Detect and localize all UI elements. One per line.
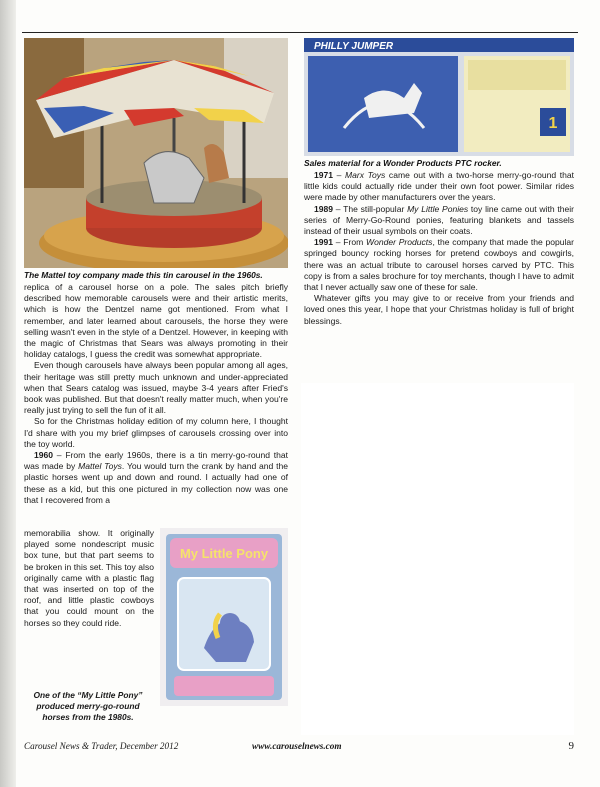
left-body-text <box>24 282 288 506</box>
right-column <box>304 38 574 327</box>
top-rule <box>22 32 578 33</box>
paragraph <box>24 450 288 506</box>
right-body-text <box>304 170 574 327</box>
paragraph: memorabilia show. It originally played some nondescript music box tune, but that part seems to be broken in this set. This toy also originally came with a plastic flag that was inserted on top of the roof, and little plastic cowboys that you could mount on the horses so they could ride. <box>24 528 154 628</box>
page-footer <box>24 741 574 753</box>
publication-name: Carousel News & Trader, December 2012 <box>24 741 179 751</box>
paragraph-text: – <box>333 170 345 180</box>
paragraph-text: – The still-popular <box>333 203 408 214</box>
rocker-caption: Sales material for a Wonder Products PTC rocker. <box>304 158 502 168</box>
paragraph: Whatever gifts you may give to or receive from your friends and loved ones this year, I hope that your Christmas holiday is full of bright blessings. <box>304 293 574 326</box>
company-name: Mattel Toys <box>78 461 122 472</box>
company-name: Marx Toys <box>344 170 386 180</box>
carousel-illustration <box>24 38 288 268</box>
page-fold-shadow <box>0 0 16 787</box>
page-number: 9 <box>568 740 574 752</box>
paragraph-text: came out with a two-horse merry-go-round that little kids could actually ride under their own foot power. Similar rides were made by other manufacturers over the years. <box>304 170 574 203</box>
ad-title-text: PHILLY JUMPER <box>314 41 394 52</box>
paragraph <box>304 170 574 204</box>
paragraph <box>304 204 574 238</box>
year-label: 1971 <box>314 170 334 180</box>
ad-number-badge: 1 <box>548 115 558 132</box>
product-name: My Little Ponies <box>407 203 469 214</box>
pony-box-illustration <box>160 528 288 706</box>
blank-area <box>301 383 574 735</box>
my-little-pony-photo <box>160 528 288 706</box>
pony-logo-text: My Little Pony <box>179 546 269 561</box>
paragraph: Even though carousels have always been popular among all ages, their heritage was still pretty much unknown and under-appreciated when that Sears catalog was issued, maybe 3-4 years after Fried's book was published. But that doesn't really matter much, when you're really just trying to sell the fun of it all. <box>24 360 288 416</box>
year-label: 1960 <box>34 450 54 461</box>
carousel-caption: The Mattel toy company made this tin carousel in the 1960s. <box>24 270 263 280</box>
year-label: 1989 <box>314 203 334 214</box>
year-label: 1991 <box>314 237 334 248</box>
paragraph-text: toy line came out with their series of Merry-Go-Round ponies, featuring blankets and tassels instead of their usual symbols on their coats. <box>304 203 574 237</box>
paragraph <box>304 237 574 293</box>
paragraph: So for the Christmas holiday edition of my column here, I thought I'd share with you my brief glimpses of carousels crossing over into the toy world. <box>24 416 288 449</box>
pony-caption: One of the “My Little Pony” produced merry-go-round horses from the 1980s. <box>33 690 143 722</box>
left-column <box>24 38 288 506</box>
rocker-ad-illustration <box>304 38 574 156</box>
tin-carousel-photo <box>24 38 288 268</box>
company-name: Wonder Products <box>366 237 433 248</box>
paragraph-text: – From the early 1960s, there is a tin merry-go-round that was made by <box>24 450 288 472</box>
paragraph: replica of a carousel horse on a pole. The sales pitch briefly described how memorable carousels were and their artistic merits, which is how the Dentzel name got mentioned. From what I remember, and later learned about carousels, the horse they were selling wasn't even in the style of a Dentzel. However, in keeping with the magic of Christmas that Sears was always promoting in their holiday catalogs, I guess the credit was somewhat appropriate. <box>24 282 288 360</box>
wrap-text <box>24 528 154 629</box>
paragraph-text: . You would turn the crank by hand and the plastic horses went up and down and round. I actually had one of these as a kid, but this one pictured in my collection now was one that I recovered from a <box>24 461 288 505</box>
paragraph-text: , the company that made the popular springed bouncy rocking horses for pretend cowboys and cowgirls, there was an actual tribute to carousel horses carved by PTC. This copy is from a sales brochure for toy merchants, though I have to admit that I never actually saw one of these for sale. <box>304 237 574 293</box>
paragraph-text: – From <box>333 237 367 248</box>
website-url: www.carouselnews.com <box>252 741 342 751</box>
philly-jumper-ad-photo <box>304 38 574 156</box>
